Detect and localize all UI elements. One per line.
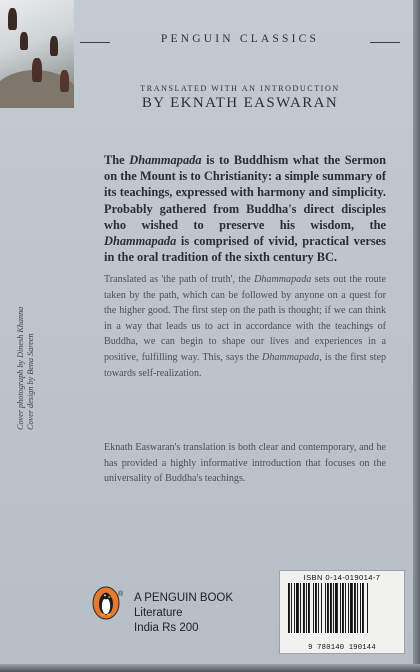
- publisher-line: A PENGUIN BOOK: [134, 592, 234, 604]
- series-heading: [80, 33, 400, 51]
- translator-byline: [80, 95, 400, 112]
- photo-credit: Cover photograph by Dinesh Khanna: [16, 306, 25, 430]
- cover-credits: [16, 307, 36, 430]
- cover-edge-right: [413, 0, 420, 672]
- barcode-panel: [279, 570, 405, 654]
- isbn-text: ISBN 0-14-019014-7: [303, 573, 381, 582]
- translated-note: TRANSLATED WITH AN INTRODUCTION: [140, 84, 340, 93]
- price-line: India Rs 200: [134, 622, 199, 634]
- blurb-paragraph-3: Eknath Easwaran's translation is both clear and contemporary, and he has provided a highly informative introduction that focuses on the universality of Buddha's teachings.: [104, 442, 386, 485]
- series-name: PENGUIN CLASSICS: [160, 33, 320, 45]
- cover-edge-bottom: [0, 664, 420, 672]
- penguin-logo-icon: [92, 586, 120, 620]
- translator-name: BY EKNATH EASWARAN: [141, 95, 339, 111]
- cover-photo-thumbnail: [0, 0, 74, 108]
- blurb-paragraph-2: Translated as 'the path of truth', the Dhammapada sets out the route taken by the path, which can be followed by anyone on a quest for the higher good. The first step on the path is thought; if we can think in a way that leads us to act in accordance with the teachings of Buddha, we can begin to shape our lives and experiences in a positive, fulfilling way. This, says the Dhammapada, is the first step towards self-realization.: [104, 274, 386, 379]
- barcode-number: 9 780140 190144: [308, 644, 376, 652]
- registered-mark: ®: [118, 591, 124, 598]
- barcode-icon: [286, 583, 398, 641]
- design-credit: Cover design by Bena Sareen: [26, 333, 35, 430]
- genre-line: Literature: [134, 607, 183, 619]
- blurb-paragraph-1: The Dhammapada is to Buddhism what the Sermon on the Mount is to Christianity: a simple summary of its teachings, expressed with harmony and simplicity. Probably gathered from Buddha's direct disciples who wished to preserve his wisdom, the Dhammapada is comprised of vivid, practical verses in the oral tradition of the sixth century BC.: [104, 153, 387, 265]
- heading-rule-left: [80, 42, 110, 43]
- heading-rule-right: [370, 42, 400, 43]
- publisher-info: [118, 591, 234, 636]
